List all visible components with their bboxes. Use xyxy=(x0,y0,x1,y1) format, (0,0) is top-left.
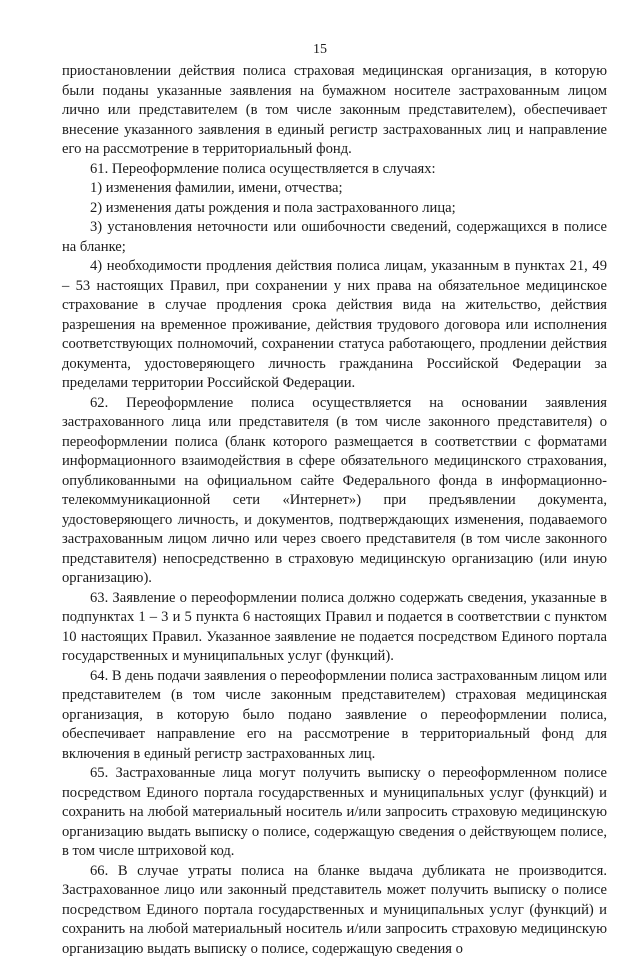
paragraph-61: 61. Переоформление полиса осуществляется в случаях: xyxy=(62,160,607,180)
paragraph-63: 63. Заявление о переоформлении полиса должно содержать сведения, указанные в подпунктах 1 – 3 и 5 пункта 6 настоящих Правил и подается в соответствии с пунктом 10 настоящих Правил. Указанное заявление не подается посредством Единого портала государственных и муниципальных услуг (функций). xyxy=(62,589,607,667)
paragraph-64: 64. В день подачи заявления о переоформлении полиса застрахованным лицом или представителем (в том числе законным представителем) страховая медицинская организация, в которую было подано заявление о переоформлении полиса, обеспечивает направление его на рассмотрение в территориальный фонд для включения в единый регистр застрахованных лиц. xyxy=(62,667,607,765)
paragraph-61-item-4: 4) необходимости продления действия полиса лицам, указанным в пунктах 21, 49 – 53 настоящих Правил, при сохранении у них права на обязательное медицинское страхование в случае продления срока действия вида на жительство, действия разрешения на временное проживание, действия трудового договора или исполнения соответствующих полномочий, сохранении статуса работающего, продлении действия документа, удостоверяющего личность гражданина Российской Федерации за пределами территории Российской Федерации. xyxy=(62,257,607,394)
paragraph-61-item-2: 2) изменения даты рождения и пола застрахованного лица; xyxy=(62,199,607,219)
paragraph-61-item-1: 1) изменения фамилии, имени, отчества; xyxy=(62,179,607,199)
paragraph-66: 66. В случае утраты полиса на бланке выдача дубликата не производится. Застрахованное лицо или законный представитель может получить выписку о полисе посредством Единого портала государственных и муниципальных услуг (функций) и сохранить на любой материальный носитель и/или запросить страховую медицинскую организацию выдать выписку о полисе, содержащую сведения о xyxy=(62,862,607,959)
paragraph-continuation: приостановлении действия полиса страховая медицинская организация, в которую были поданы указанные заявления на бумажном носителе застрахованным лицом лично или представителем (в том числе законным представителем), обеспечивает внесение указанного заявления в единый регистр застрахованных лиц и направление его на рассмотрение в территориальный фонд. xyxy=(62,62,607,160)
page-number: 15 xyxy=(0,40,640,60)
paragraph-61-item-3: 3) установления неточности или ошибочности сведений, содержащихся в полисе на бланке; xyxy=(62,218,607,257)
paragraph-62: 62. Переоформление полиса осуществляется на основании заявления застрахованного лица или представителя (в том числе законного представителя) о переоформлении полиса (бланк которого размещается в соответствии с форматами информационного взаимодействия в сфере обязательного медицинского страхования, опубликованными на официальном сайте Федерального фонда в информационно-телекоммуникационной сети «Интернет») при предъявлении документа, удостоверяющего личность, и документов, подтверждающих изменения, подаваемого застрахованным лицом лично или через своего представителя (в том числе законного представителя) непосредственно в страховую медицинскую организацию (или иную организацию). xyxy=(62,394,607,589)
paragraph-65: 65. Застрахованные лица могут получить выписку о переоформленном полисе посредством Единого портала государственных и муниципальных услуг (функций) и сохранить на любой материальный носитель и/или запросить страховую медицинскую организацию выдать выписку о полисе, содержащую сведения о действующем полисе, в том числе штриховой код. xyxy=(62,764,607,862)
document-body xyxy=(62,62,607,959)
